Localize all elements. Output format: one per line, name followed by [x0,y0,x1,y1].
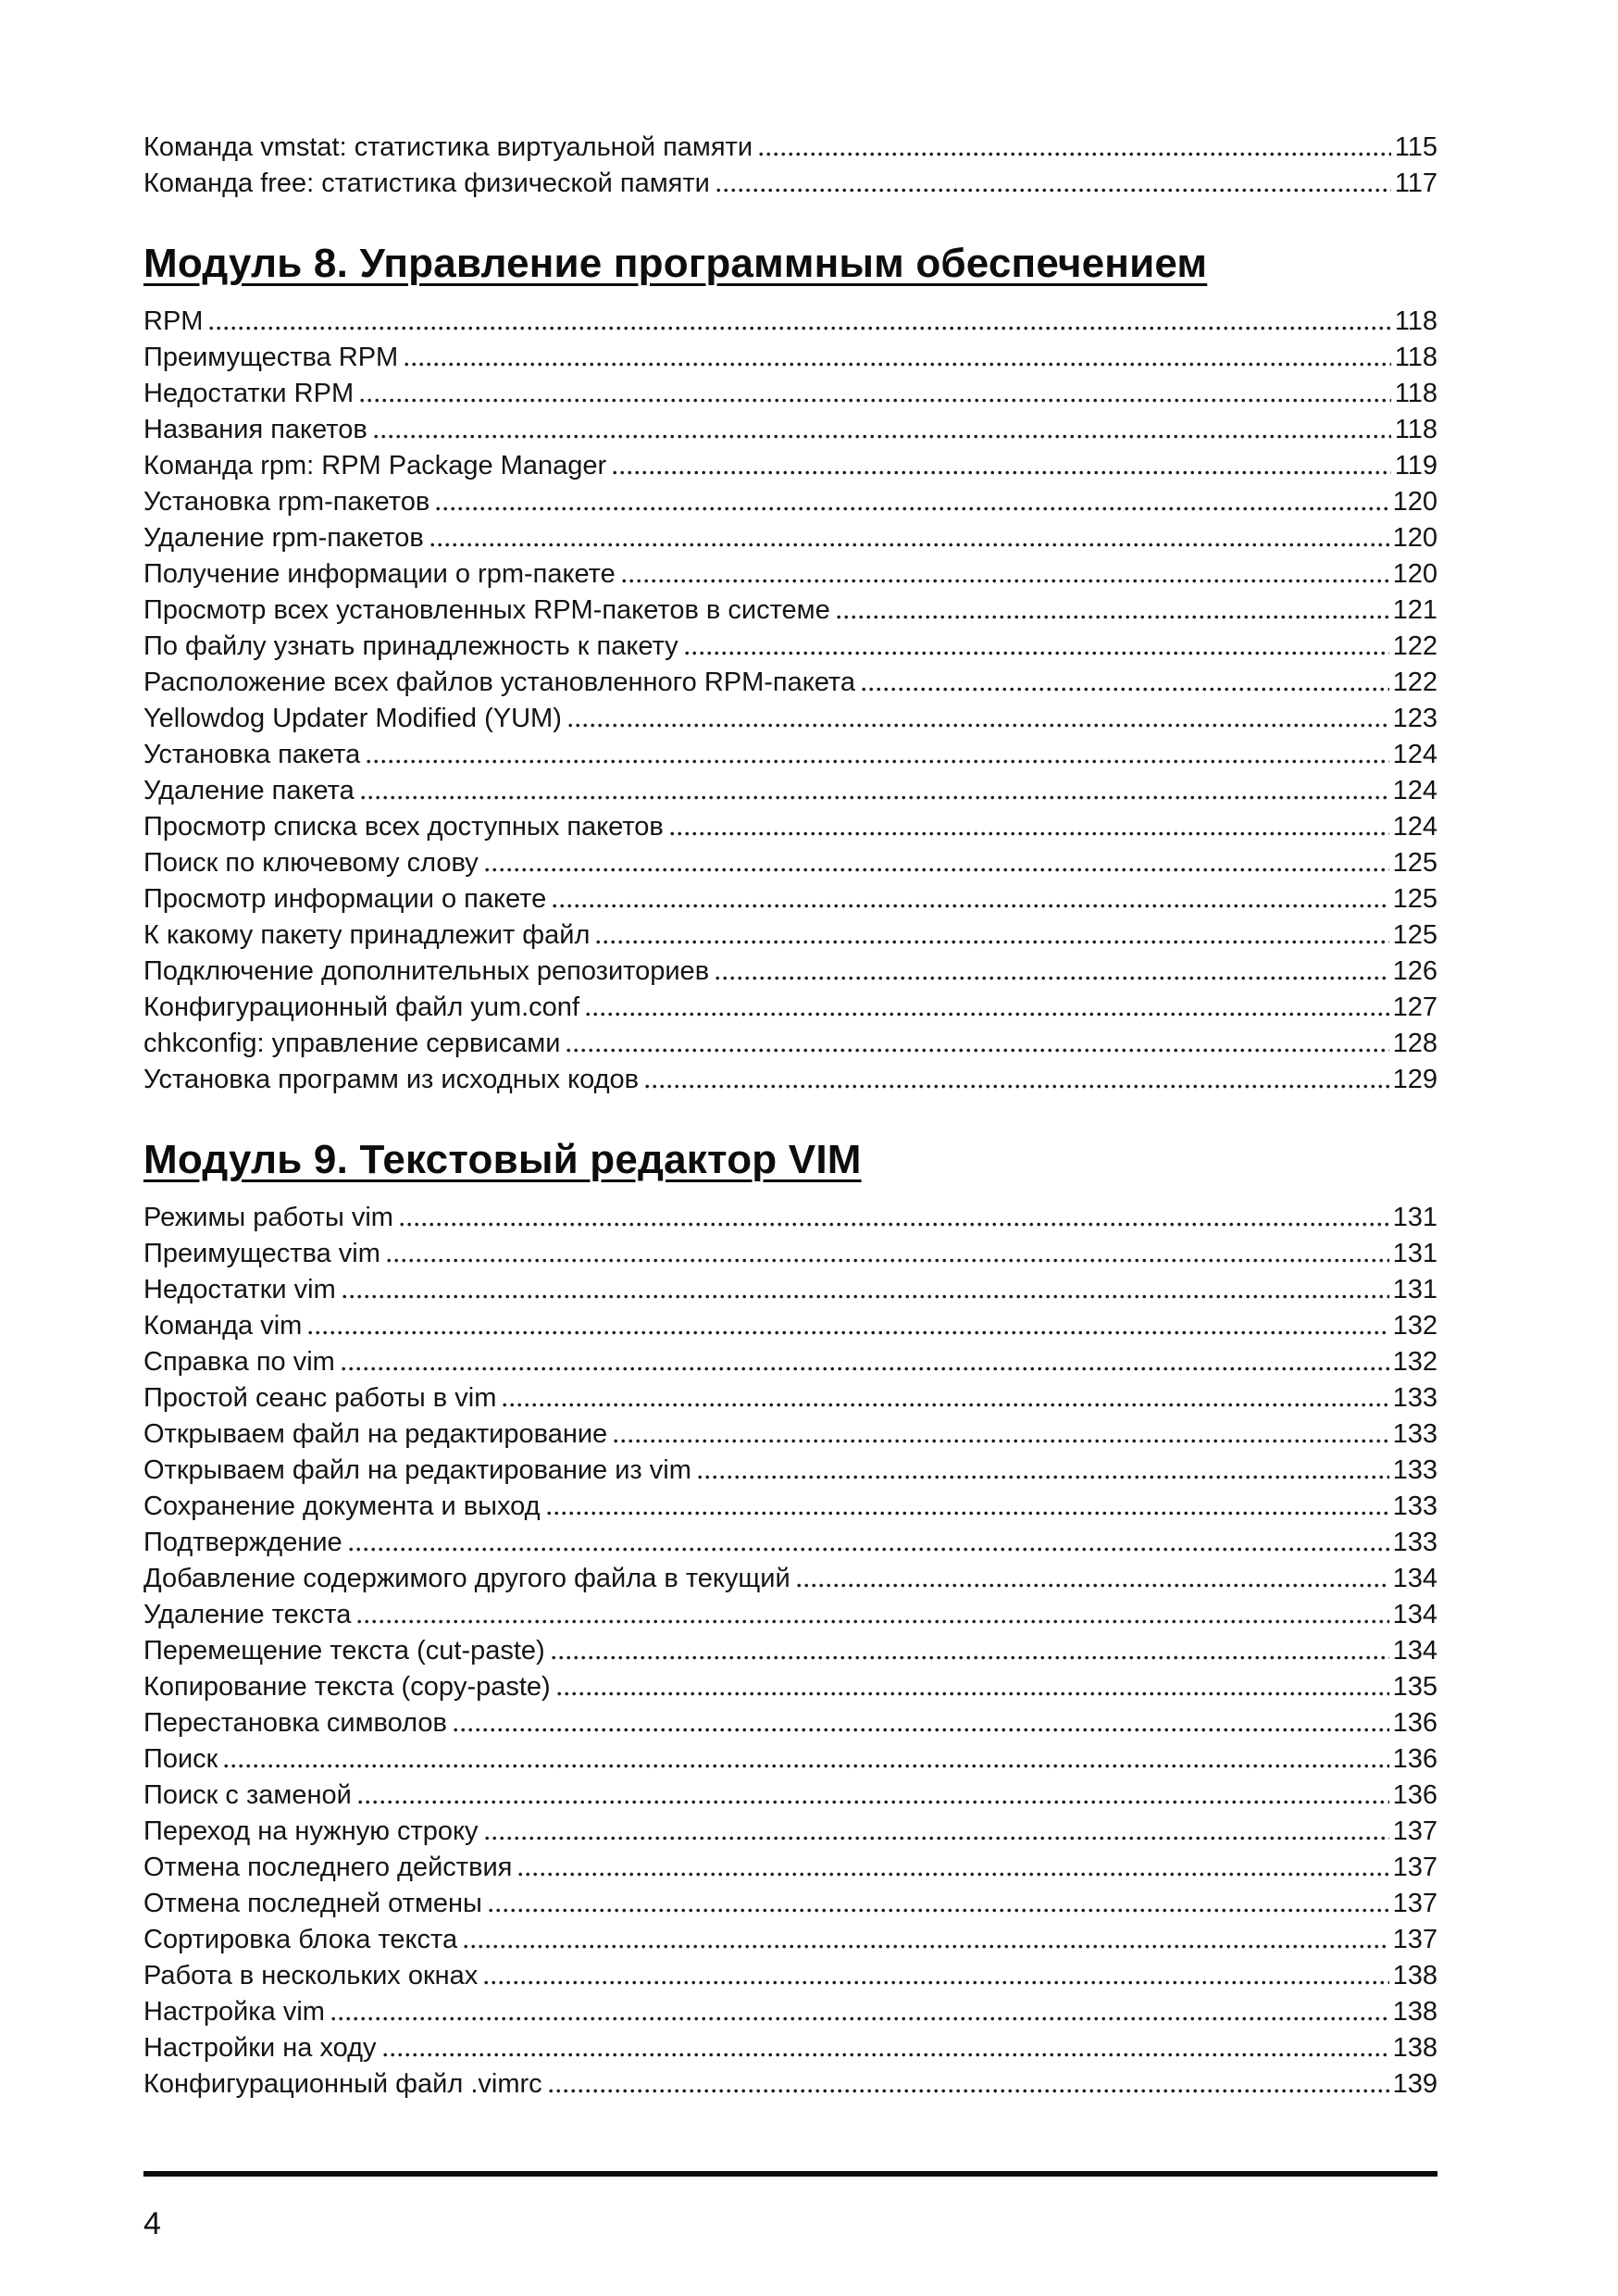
leader-dots [614,1439,1388,1443]
toc-entry [143,1026,1438,1062]
leader-dots [308,1330,1388,1335]
toc-entry [143,1597,1438,1633]
toc-entry-title: Простой сеанс работы в vim [143,1383,497,1413]
toc-entry-title: Удаление текста [143,1600,352,1629]
leader-dots [568,723,1389,728]
toc-entry [143,701,1438,737]
toc-entry [143,304,1438,340]
toc-entry-title: chkconfig: управление сервисами [143,1029,561,1058]
toc-entry [143,1308,1438,1344]
toc-entry-title: Подтверждение [143,1528,342,1557]
toc-entry [143,1741,1438,1778]
toc-entry-page: 124 [1392,776,1438,805]
toc-entry-title: Просмотр всех установленных RPM-пакетов в системе [143,595,830,625]
toc-entry [143,1994,1438,2030]
toc-entry [143,593,1438,629]
toc-entry-title: По файлу узнать принадлежность к пакету [143,631,678,661]
toc-entry-page: 138 [1392,1997,1438,2027]
toc-entry-page: 125 [1392,920,1438,950]
leader-dots [622,579,1389,583]
toc-entry [143,340,1438,376]
toc-entry [143,1453,1438,1489]
toc-entry [143,1958,1438,1994]
toc-entry-page: 137 [1392,1889,1438,1918]
module-heading: Модуль 8. Управление программным обеспечением [143,241,1208,286]
leader-dots [224,1764,1388,1768]
toc-entry-title: Установка rpm-пакетов [143,487,430,517]
toc-entry-page: 133 [1392,1383,1438,1413]
toc-entry-title: Настройки на ходу [143,2033,377,2063]
leader-dots [357,1619,1388,1624]
toc-entry [143,412,1438,448]
toc-entry-page: 136 [1392,1708,1438,1738]
toc-entry-title: Недостатки vim [143,1275,336,1304]
toc-entry [143,881,1438,917]
leader-dots [685,651,1389,655]
toc-entry-title: Преимущества RPM [143,343,399,372]
toc-entry [143,809,1438,845]
toc-entry-title: RPM [143,306,204,336]
toc-entry-page: 120 [1392,559,1438,589]
toc-entry-page: 118 [1394,415,1438,444]
toc-entry-page: 127 [1392,992,1438,1022]
toc-entry [143,1922,1438,1958]
leader-dots [387,1258,1389,1263]
toc-entry-title: Установка пакета [143,740,361,769]
toc-entry-page: 117 [1394,168,1438,198]
toc-entry-page: 136 [1392,1744,1438,1774]
toc-entry-page: 126 [1392,956,1438,986]
toc-entry [143,1525,1438,1561]
toc-entry-page: 131 [1392,1239,1438,1268]
toc-entry [143,629,1438,665]
toc-entry [143,376,1438,412]
toc-entry [143,1814,1438,1850]
leader-dots [342,1366,1389,1371]
toc-entry-title: Установка программ из исходных кодов [143,1065,640,1094]
toc-entry [143,665,1438,701]
leader-dots [436,506,1388,511]
toc-entry-title: Команда vim [143,1311,303,1341]
toc-entry-page: 115 [1394,132,1438,162]
leader-dots [358,1800,1389,1804]
toc-entry-page: 122 [1392,668,1438,697]
toc-entry-title: Недостатки RPM [143,379,355,408]
toc-entry [143,1705,1438,1741]
toc-entry-page: 125 [1392,848,1438,878]
toc-entry-page: 134 [1392,1564,1438,1593]
toc-entry-page: 118 [1394,343,1438,372]
toc-entry-page: 137 [1392,1816,1438,1846]
toc-entry-page: 131 [1392,1203,1438,1232]
toc-entry-title: Получение информации о rpm-пакете [143,559,616,589]
toc-entry [143,1272,1438,1308]
toc-entry-title: Сохранение документа и выход [143,1491,541,1521]
toc-entry [143,954,1438,990]
leader-dots [485,867,1389,872]
leader-dots [367,759,1388,764]
toc-entry-page: 131 [1392,1275,1438,1304]
toc-entry-page: 133 [1392,1491,1438,1521]
toc-entry-page: 138 [1392,1961,1438,1990]
toc-entry-title: Поиск с заменой [143,1780,352,1810]
toc-entry-title: Команда rpm: RPM Package Manager [143,451,607,480]
toc-entry-title: Перестановка символов [143,1708,447,1738]
toc-entry [143,1062,1438,1098]
toc-entry-title: Отмена последнего действия [143,1853,513,1882]
toc-entry-title: Конфигурационный файл .vimrc [143,2069,542,2099]
leader-dots [209,326,1390,331]
leader-dots [361,795,1389,800]
toc-entry [143,556,1438,593]
toc-entry-page: 135 [1392,1672,1438,1702]
toc-entry [143,1416,1438,1453]
leader-dots [400,1222,1389,1227]
toc-entry [143,737,1438,773]
toc-entry-page: 133 [1392,1455,1438,1485]
leader-dots [670,831,1389,836]
toc-entry [143,1669,1438,1705]
toc-entry-page: 132 [1392,1347,1438,1377]
leader-dots [862,687,1389,692]
leader-dots [383,2053,1389,2057]
toc-entry-title: Режимы работы vim [143,1203,393,1232]
toc-entry-title: Копирование текста (copy-paste) [143,1672,551,1702]
leader-dots [552,1655,1389,1660]
footer-rule [143,2171,1438,2177]
toc-entry-page: 125 [1392,884,1438,914]
toc-entry [143,2030,1438,2066]
leader-dots [485,1836,1389,1841]
toc-entry [143,1850,1438,1886]
leader-dots [613,470,1391,475]
leader-dots [464,1944,1389,1949]
toc-entry-page: 119 [1394,451,1438,480]
leader-dots [557,1691,1389,1696]
toc [143,130,1438,2103]
toc-entry-title: Подключение дополнительных репозиториев [143,956,710,986]
toc-entry-page: 133 [1392,1419,1438,1449]
toc-entry-page: 134 [1392,1636,1438,1666]
toc-entry-title: Просмотр списка всех доступных пакетов [143,812,664,842]
leader-dots [716,188,1391,193]
toc-entry [143,448,1438,484]
toc-entry-page: 128 [1392,1029,1438,1058]
toc-entry-title: Перемещение текста (cut-paste) [143,1636,545,1666]
toc-entry-title: Поиск по ключевому слову [143,848,479,878]
leader-dots [360,398,1391,403]
leader-dots [489,1908,1389,1913]
toc-entry-title: Добавление содержимого другого файла в текущий [143,1564,790,1593]
toc-entry [143,1344,1438,1380]
leader-dots [484,1980,1388,1985]
toc-entry-title: Настройка vim [143,1997,325,2027]
toc-entry-title: Команда free: статистика физической памяти [143,168,710,198]
leader-dots [518,1872,1388,1877]
leader-dots [549,2089,1389,2093]
toc-entry-title: Yellowdog Updater Modified (YUM) [143,704,562,733]
toc-entry-page: 129 [1392,1065,1438,1094]
toc-entry-title: Открываем файл на редактирование из vim [143,1455,691,1485]
toc-entry-title: Работа в нескольких окнах [143,1961,479,1990]
toc-entry [143,1633,1438,1669]
toc-entry-title: Удаление пакета [143,776,355,805]
leader-dots [566,1048,1388,1053]
toc-entry-page: 118 [1394,379,1438,408]
toc-entry-page: 122 [1392,631,1438,661]
toc-entry [143,990,1438,1026]
toc-entry-page: 137 [1392,1925,1438,1954]
toc-entry [143,1236,1438,1272]
toc-entry-page: 139 [1392,2069,1438,2099]
toc-entry-title: Названия пакетов [143,415,367,444]
toc-entry [143,917,1438,954]
leader-dots [374,434,1391,439]
leader-dots [553,904,1388,908]
toc-entry [143,166,1438,202]
toc-entry-title: К какому пакету принадлежит файл [143,920,591,950]
toc-entry-page: 124 [1392,812,1438,842]
toc-entry [143,773,1438,809]
toc-entry [143,2066,1438,2103]
leader-dots [342,1294,1389,1299]
leader-dots [837,615,1389,619]
toc-entry [143,484,1438,520]
toc-entry-page: 134 [1392,1600,1438,1629]
toc-entry-page: 136 [1392,1780,1438,1810]
toc-entry [143,130,1438,166]
leader-dots [430,543,1389,547]
leader-dots [759,152,1391,156]
toc-entry-title: Команда vmstat: статистика виртуальной памяти [143,132,753,162]
toc-entry-title: Открываем файл на редактирование [143,1419,608,1449]
leader-dots [331,2016,1389,2021]
leader-dots [404,362,1391,367]
toc-entry-page: 132 [1392,1311,1438,1341]
toc-entry-title: Справка по vim [143,1347,335,1377]
toc-entry-page: 123 [1392,704,1438,733]
toc-entry-page: 138 [1392,2033,1438,2063]
toc-entry [143,845,1438,881]
toc-entry [143,1778,1438,1814]
toc-entry-page: 120 [1392,487,1438,517]
toc-entry-page: 124 [1392,740,1438,769]
toc-entry [143,1886,1438,1922]
toc-entry-title: Поиск [143,1744,218,1774]
toc-entry-title: Переход на нужную строку [143,1816,479,1846]
toc-entry-title: Преимущества vim [143,1239,380,1268]
toc-entry-title: Конфигурационный файл yum.conf [143,992,579,1022]
toc-entry-title: Отмена последней отмены [143,1889,482,1918]
toc-entry-page: 137 [1392,1853,1438,1882]
leader-dots [454,1728,1389,1732]
page-number: 4 [143,2206,161,2241]
toc-entry-title: Расположение всех файлов установленного RPM-пакета [143,668,856,697]
toc-entry-title: Просмотр информации о пакете [143,884,547,914]
leader-dots [698,1475,1389,1479]
toc-entry [143,1380,1438,1416]
leader-dots [586,1012,1389,1017]
toc-entry-page: 133 [1392,1528,1438,1557]
leader-dots [596,940,1388,944]
leader-dots [547,1511,1389,1516]
toc-entry [143,520,1438,556]
toc-entry-page: 118 [1394,306,1438,336]
toc-entry [143,1561,1438,1597]
toc-entry [143,1200,1438,1236]
toc-entry [143,1489,1438,1525]
leader-dots [503,1403,1388,1407]
leader-dots [716,976,1389,980]
module-heading: Модуль 9. Текстовый редактор VIM [143,1137,862,1182]
toc-entry-title: Удаление rpm-пакетов [143,523,424,553]
leader-dots [797,1583,1389,1588]
toc-entry-page: 121 [1392,595,1438,625]
toc-entry-page: 120 [1392,523,1438,553]
leader-dots [349,1547,1389,1552]
toc-entry-title: Сортировка блока текста [143,1925,458,1954]
leader-dots [645,1084,1389,1089]
